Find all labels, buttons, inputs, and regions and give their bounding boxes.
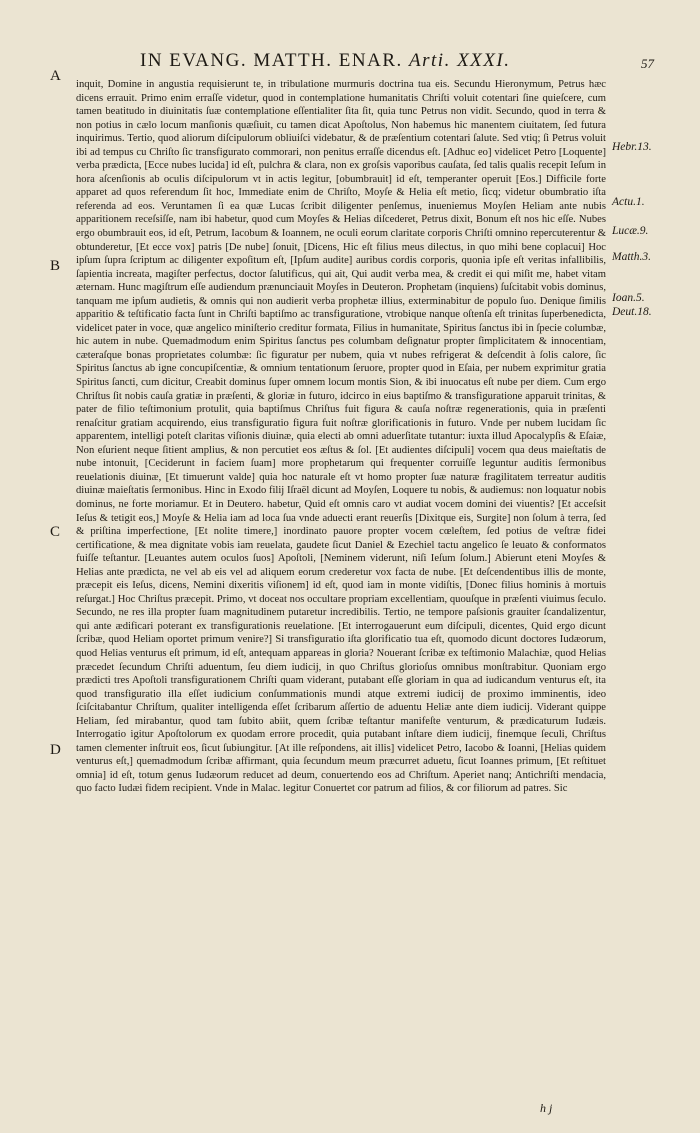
section-letter-b: B [50, 258, 61, 274]
commentary-text [76, 78, 606, 796]
running-head-title: IN EVANG. MATTH. ENAR. [140, 50, 403, 71]
margin-note-ioan: Ioan.5. [612, 292, 645, 304]
running-head [140, 50, 510, 72]
margin-note-matth: Matth.3. [612, 251, 651, 263]
section-letter-a: A [50, 68, 61, 84]
folio-number: 57 [641, 56, 654, 71]
commentary-paragraph: inquit, Domine in angustia requisierunt te, in tribulatione murmuris doctrina tua eis. Secundu Hieronymum, Petrus hæc dicens errauit. Primo enim erraſſe videtur, quod in contemplatione humanitatis Chriſti voluit cotentari ſine quieſcere, cum tamen beatitudo in diuinitatis ſuæ contemplatione eſſentialiter ſita ſit, quia tunc Petrus non vidit. Secundo, quod in terra & non potius in cælo locum manſionis quæſiuit, cu tamen dicat Apoſtolus, Non habemus hic manentem ciuitatem, ſed futura inquirimus. Tertio, quod aliorum diſcipulorum obliuiſci videbatur, & de præſentium cotentari ſalute. Sed vtiq; ſi Petrus voluit ibi ad tempus cu Chriſto ſic transfigurato commorari, non penitus erraſſe dicendus eſt. [Adhuc eo] videlicet Petro [Loquente] verba prædicta, [Ecce nubes lucida] id eſt, pulchra & clara, non ex groſsis vaporibus cauſata, ſed talis qualis recepit Ieſum in hora aſcenſionis ab oculis diſcipulorum vt in actis legitur, [obumbrauit] id eſt, temperanter operuit [Eos.] Difficile forte apparet ad quos referendum ſit hoc, Immediate enim de Chriſto, Moyſe & Helia eſt metio, ſicq; videtur obumbratio iſta referenda ad eos. Veruntamen ſi ea quæ Lucas ſcribit diligenter penſemus, inueniemus Moyſen Heliam ante nubis apparitionem receſsiſſe, nam ibi habetur, quod cum Moyſes & Helias diſcederet, Petrus dixit, Bonum eſt nos hic eſſe. Nubes ergo obumbrauit eos, id eſt, Petrum, Iacobum & Ioannem, ne oculi eorum claritate corporis Chriſti omnino repercuterentur & obtunderetur, [Et ecce vox] patris [De nube] ſonuit, [Dicens, Hic eſt filius meus dilectus, in quo mihi bene coplacui] Hoc ipſum ſupra ſcriptum ac diligenter expoſitum eſt, [Ipſum audite] auribus cordis corporis, quonia ipſe eſt veritas infallibilis, ſapientia increata, magiſter perfectus, doctor ſalutificus, qui ait, Qui audit verba mea, & credit ei qui miſit me, habet vitam æternam. Hunc magiſtrum eſſe audiendum prænunciauit Moyſes in Deuteron. Prophetam (inquiens) ſuſcitabit vobis dominus, tanquam me ipſum audietis, & omnis qui non audierit verba prophetæ illius, exterminabitur de populo ſuo. Denique ſimilis apparitio & teſtificatio facta ſunt in Chriſti baptiſmo ac transfiguratione, vtrobique nanque oſtenſa eſt trinitas ſuperbenedicta, videlicet pater in voce, quæ angelico miniſterio creditur formata, Filius in humanitate, Spiritus ſanctus ibi in ſpecie columbæ, hic autem in nube. Quemadmodum enim Spiritus ſanctus pes columbam deſignatur propter ſimplicitatem & innocentiam, cæteraſque bonas proprietates columbæ: ſic figuratur per nubem, quia vt nubes refrigerat & deſcendit à ſolis calore, ſic Spiritus ſanctus ab igne concupiſcentiæ, & omnium tentationum ſeruore, propter quod in Eſaia, per nubem exprimitur gratia Spiritus ſancti, cum dicitur, Creabit dominus ſuper omnem locum montis Sion, & ibi inuocatus eſt nube per diem. Cum ergo Chriſtus ſit nobis cauſa gratiæ in præſenti, & gloriæ in futuro, idcirco in eius baptiſmo & transfiguratione apparuit trinitas, & pater de filio teſtimonium protulit, quia baptiſmus Chriſtus fuit figura & cauſa noſtræ regenerationis, quia in præſenti renaſcitur gratiam acquirendo, eius transfiguratio figura fuit noſtræ glorificationis in futuro. Vnde per nubem lucidam ſic apparentem, intelligi poteſt claritas viſionis diuinæ, quia electi ab omni aduerſitate tutantur: iuxta illud Apocalypſis & Eſaiæ, Non eſurient neque ſitient amplius, & non percutiet eos æſtus & ſol. [Et audientes diſcipuli] vocem qua deus maieſtatis de nube intonuit, [Ceciderunt in faciem ſuam] more prophetarum qui frequenter corruiſſe leguntur auditis ſermonibus reuelationis diuinæ, [Et timuerunt valde] quia hoc naturale eſt vt homo propter ſuæ naturæ fragilitatem terreatur auditis diuinæ maieſtatis ſermonibus. Hinc in Exodo filij Iſraël dicunt ad Moyſen, Loquere tu nobis, & audiemus: non loquatur nobis dominus, ne forte moriamur. Et in Deutero. habetur, Quid eſt omnis caro vt audiat vocem domini dei viuentis? [Et acceſsit Ieſus & tetigit eos,] Moyſe & Helia iam ad loca ſua vnde aduecti erant reuerſis [Dixitque eis, Surgite] non ſolum à terra, ſed & priſtina imperfectione, [Et nolite timere,] inordinato pauore propter vocem cœleſtem, ſed potius de veſtræ fidei certificatione, & mea dignitate vobis iam reuelata, gaudete ſicut Daniel & Ezechiel tactu angelico ſe leuato & conformatos fuiſſe teſtantur. [Leuantes autem oculos ſuos] Apoſtoli, [Neminem viderunt, niſi Ieſum ſolum.] Abierunt eteni Moyſes & Helias ante prædicta, ne vel ab eis vel ad aliquem eorum crederetur vox facta de nube. [Et deſcendentibus illis de monte, præcepit eis Ieſus, dicens, Nemini dixeritis viſionem] id eſt, quod iam in monte vidiſtis, [Donec filius hominis à mortuis reſurgat.] Hoc Chriſtus præcepit. Primo, vt doceat nos occultare propriam excellentiam, quouſque in præſenti viuimus ſeculo. Secundo, ne res illa propter ſuam magnitudinem putaretur incredibilis. Tertio, ne tempore paſsionis grauiter ſcandalizentur, qui ante ædificari poterant ex transfigurationis reuelatione. [Et interrogauerunt eum diſcipuli, dicentes, Quid ergo dicunt ſcribæ, quod Heliam oportet primum venire?] Si transfiguratio iſta glorificatio tua eſt, quomodo dicunt doctores Iudæorum, quod Helias venturus eſt primum, id eſt, antequam appareas in gloria? Nouerant ſcribæ ex teſtimonio Malachiæ, quod Helias præcedet ſecundum Chriſti aduentum, ſeu diem iudicij, in quo Chriſtus glorioſus omnibus monſtrabitur. Quoniam ergo prædicti tres Apoſtoli transfigurationem Chriſti quam viderant, putabant eſſe gloriam in qua ad iudicandum venturus eſt, ita quod transfiguratio illa eſſet iudicium conſummationis mundi atque extremi iudicij de proximo imminentis, ideo ſciſcitabantur Chriſtum, qualiter intelligenda eſſet ſcribarum aſſertio de aduentu Heliæ ante diem iudicij. Viderant quippe Heliam, ſed mirabantur, quod tam ſubito abiit, quem ſcribæ teſtantur manifeſte venturum, & prædicaturum Iudæis. Interrogatio igitur Apoſtolorum ex quodam errore procedit, quia putabant inſtare diem iudicij, finemque ſeculi, Chriſtus tamen clementer inſtruit eos, ſicut ſubiungitur. [At ille reſpondens, ait illis] videlicet Petro, Iacobo & Ioanni, [Helias quidem venturus eſt,] quemadmodum ſcribæ affirmant, quia ſecundum meum præcurret aduetu, ſicut Ioannes primum, [Et reſtituet omnia] id eſt, totum genus Iudæorum reducet ad deum, conuertendo eos ad Chriſtum. Aperiet nanq; Antichriſti mendacia, quo facto Iudæi fidem recipient. Vnde in Malac. legitur Conuertet cor patrum ad filios, & cor filiorum ad patres. Sic [76, 79, 606, 795]
margin-note-hebr: Hebr.13. [612, 141, 652, 153]
page-header [40, 50, 660, 76]
signature-mark: h j [540, 1101, 553, 1115]
section-letter-c: C [50, 524, 61, 540]
section-letter-d: D [50, 742, 61, 758]
margin-note-luc: Lucæ.9. [612, 225, 649, 237]
margin-note-actu: Actu.1. [612, 196, 645, 208]
article-number: Arti. XXXI. [409, 50, 511, 71]
margin-note-deut: Deut.18. [612, 306, 652, 318]
